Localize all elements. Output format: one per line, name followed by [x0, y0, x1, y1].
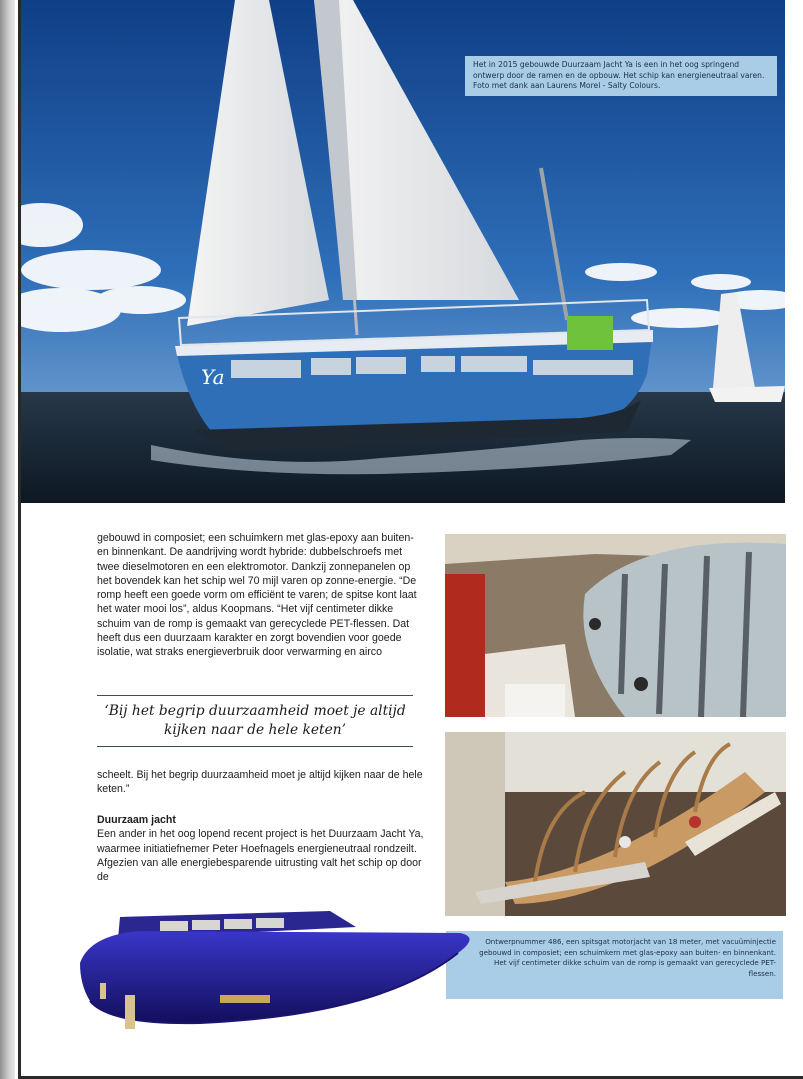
photo-hull-illustration	[445, 534, 786, 717]
pull-quote-rule-bottom	[97, 746, 413, 747]
article-section	[97, 813, 427, 884]
hull-lettering: Ya	[201, 365, 225, 389]
photo-frames-illustration	[445, 732, 786, 916]
article-paragraph-1: gebouwd in composiet; een schuimkern met glas-epoxy aan buiten- en binnenkant. De aandrijving wordt hybride: dubbelschroefs met twee dieselmotoren en een elektromotor. Dankzij zonnepanelen op het bovendek kan het schip wel 70 mijl varen op zonne-energie. “De romp heeft een goede vorm om efficiënt te varen; de spitse kont laat het water mooi los”, aldus Koopmans. “Het vijf centimeter dikke schuim van de romp is gemaakt van gerecyclede PET-flessen. Dat heeft dus een duurzaam karakter en zorgt bovendien voor goede isolatie, wat straks energieverbruik door verwarming en airco	[97, 532, 417, 659]
photo-hull-in-shed	[445, 534, 786, 717]
article-paragraph-3: Een ander in het oog lopend recent project is het Duurzaam Jacht Ya, waarmee initiatiefnemer Peter Hoefnagels energieneutraal rondzeilt. Afgezien van alle energiebesparende uitrusting valt het schip op door de	[97, 828, 424, 884]
render-illustration	[80, 905, 480, 1045]
pull-quote: ‘Bij het begrip duurzaamheid moet je altijd kijken naar de hele keten’	[104, 703, 406, 738]
page-spine-shadow	[0, 0, 15, 1079]
section-subheading: Duurzaam jacht	[97, 814, 176, 826]
render-motor-yacht-3d	[80, 905, 480, 1045]
photo-wooden-mould-frames	[445, 732, 786, 916]
render-caption: Ontwerpnummer 486, een spitsgat motorjacht van 18 meter, met vacuüminjectie gebouwd in composiet; een schuimkern met glas-epoxy aan buiten- en binnenkant. Het vijf centimeter dikke schuim van de romp is gemaakt van gerecyclede PET-flessen.	[446, 931, 783, 999]
article-paragraph-2: scheelt. Bij het begrip duurzaamheid moet je altijd kijken naar de hele keten.”	[97, 769, 423, 796]
hero-photo-sailing-yacht	[21, 0, 785, 503]
pull-quote-rule-top	[97, 695, 413, 696]
hero-photo-caption: Het in 2015 gebouwde Duurzaam Jacht Ya is een in het oog springend ontwerp door de ramen en de opbouw. Het schip kan energieneutraal varen. Foto met dank aan Laurens Morel - Salty Colours.	[465, 56, 777, 96]
